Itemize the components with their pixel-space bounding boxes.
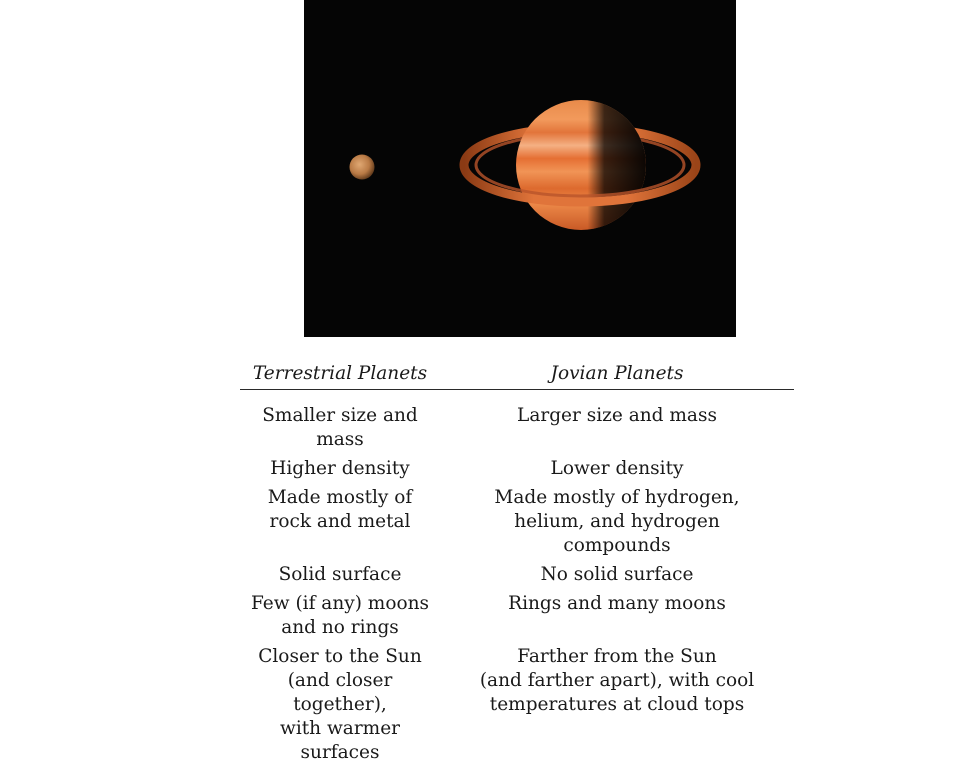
terrestrial-header: Terrestrial Planets xyxy=(252,362,428,384)
terrestrial-cell: Solid surface xyxy=(278,564,402,585)
terrestrial-cell: Smaller size and mass xyxy=(262,405,418,450)
planets-illustration xyxy=(304,0,736,337)
jovian-header: Jovian Planets xyxy=(550,362,684,384)
table-body xyxy=(240,390,794,765)
terrestrial-cell: Closer to the Sun (and closer together), with warmer surfaces xyxy=(258,646,422,763)
planet-comparison-image xyxy=(304,0,736,337)
terrestrial-cell: Few (if any) moons and no rings xyxy=(250,593,430,638)
table-row xyxy=(240,404,794,452)
terrestrial-cell: Made mostly of rock and metal xyxy=(267,487,413,532)
table-row xyxy=(240,645,794,765)
jovian-cell: Rings and many moons xyxy=(508,593,726,614)
table-row xyxy=(240,563,794,587)
terrestrial-cell: Higher density xyxy=(270,458,410,479)
jovian-cell: Made mostly of hydrogen, helium, and hydrogen compounds xyxy=(494,487,740,556)
table-header xyxy=(240,358,794,390)
planet-comparison-table xyxy=(240,358,794,770)
jovian-cell: No solid surface xyxy=(540,564,694,585)
table-row xyxy=(240,457,794,481)
table-row xyxy=(240,592,794,640)
table-row xyxy=(240,486,794,558)
jovian-cell: Farther from the Sun (and farther apart), with cool temperatures at cloud tops xyxy=(479,646,755,715)
jovian-cell: Larger size and mass xyxy=(517,405,717,426)
terrestrial-planet xyxy=(350,155,375,180)
jovian-cell: Lower density xyxy=(550,458,684,479)
